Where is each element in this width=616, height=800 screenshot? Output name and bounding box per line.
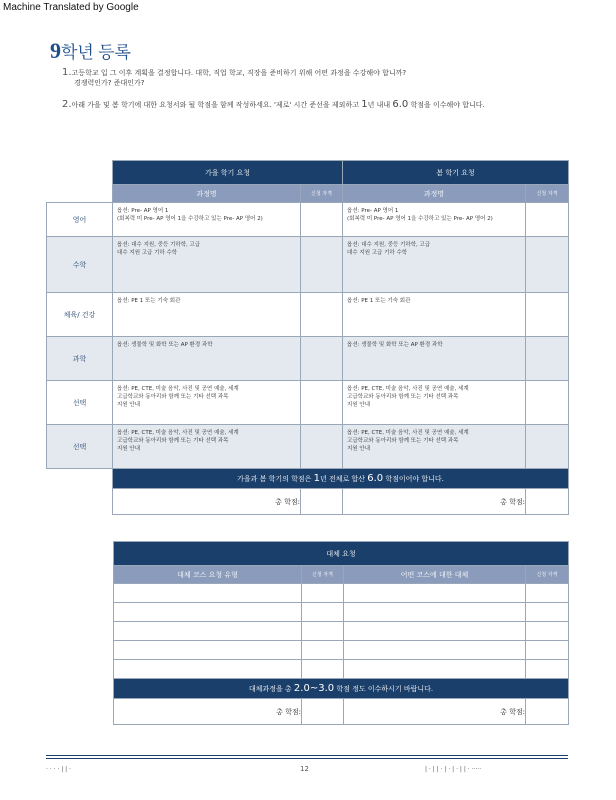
table-row [47,203,569,237]
fall-course-name-header: 과정명 [113,185,301,203]
option-line: 옵션: PE, CTE, 미술 음악, 사진 및 공연 예술, 세계 [347,430,469,436]
alternate-course-cell[interactable] [114,660,302,679]
required-credits: 6.0 [367,473,384,484]
fall-credit-cell[interactable] [301,237,343,293]
subject-label: 체육/ 건강 [47,293,113,337]
option-line: 옵션: 대수 지원, 중등 기하학, 고급 [347,242,431,248]
alternate-credits-note [114,679,569,699]
spring-credit-header: 신청 자격 [526,185,569,203]
alternate-course-cell[interactable] [114,603,302,622]
fall-course-cell[interactable] [113,237,301,293]
note-text: 년 전체로 합산 [319,475,368,483]
replaced-course-cell[interactable] [344,584,526,603]
fall-credit-cell[interactable] [301,203,343,237]
title-text: 학년 등록 [61,43,131,62]
replaced-credit-cell[interactable] [526,603,569,622]
alternate-credit-header: 신청 자격 [302,566,344,584]
fall-credit-cell[interactable] [301,293,343,337]
note-text: 학점이어야 합니다. [383,475,444,483]
spring-credit-cell[interactable] [526,237,569,293]
option-line: 지원 안내 [347,402,371,408]
alternate-credit-cell[interactable] [302,603,344,622]
total-credits-note [113,469,569,489]
spring-credit-cell[interactable] [526,381,569,425]
option-line: 지원 안내 [117,446,141,452]
replaced-course-cell[interactable] [344,660,526,679]
blank-corner [47,489,113,515]
page-number: 12 [300,765,309,773]
title-grade-number: 9 [50,38,61,63]
subject-label: 수학 [47,237,113,293]
page-title [50,38,131,64]
alternate-total-credits-label: 총 학점: [114,699,302,725]
fall-course-cell[interactable] [113,425,301,469]
table-row [47,293,569,337]
table-row [114,641,569,660]
table-row [114,584,569,603]
option-line: 고급학교와 동아리와 함께 또는 기타 선택 과목 [117,438,229,444]
replaced-total-credits-field[interactable] [526,699,569,725]
fall-credit-header: 신청 자격 [301,185,343,203]
spring-total-credits-label: 총 학점: [343,489,526,515]
footer-right-text: | · | | · | · | · | | · ····· [425,766,482,773]
alternate-course-cell[interactable] [114,622,302,641]
spring-course-cell[interactable] [343,237,526,293]
option-line: 지원 안내 [347,446,371,452]
fall-semester-header: 가을 학기 요청 [113,161,343,185]
spring-credit-cell[interactable] [526,293,569,337]
replaced-credit-cell[interactable] [526,622,569,641]
question-text: 고등학교 입 그 이후 계획을 결정합니다. 대학, 직업 학교, 직장을 준비하기 위해 어떤 과정을 수강해야 합니까? [71,69,407,77]
replaced-total-credits-label: 총 학점: [344,699,526,725]
alternate-credit-cell[interactable] [302,641,344,660]
spring-course-cell[interactable] [343,203,526,237]
replaced-credit-cell[interactable] [526,641,569,660]
option-line: 옵션: PE 1 또는 기숙 회관 [117,298,181,304]
option-line: 옵션: PE, CTE, 미술 음악, 사진 및 공연 예술, 세계 [117,386,239,392]
blank-corner [47,185,113,203]
spring-course-cell[interactable] [343,337,526,381]
alternate-total-credits-field[interactable] [302,699,344,725]
alternate-credit-cell[interactable] [302,660,344,679]
option-line: 옵션: PE 1 또는 기숙 회관 [347,298,411,304]
year-count: 1 [313,473,320,484]
replaced-course-cell[interactable] [344,603,526,622]
option-line: 옵션: PE, CTE, 미술 음악, 사진 및 공연 예술, 세계 [117,430,239,436]
replaced-course-cell[interactable] [344,622,526,641]
required-credits: 6.0 [392,99,409,110]
option-line: 고급학교와 동아리와 함께 또는 기타 선택 과목 [347,394,459,400]
option-line: 고급학교와 동아리와 함께 또는 기타 선택 과목 [347,438,459,444]
year-count: 1 [361,99,368,110]
blank-corner [47,161,113,185]
option-line: (회복력 미 Pre- AP 영어 1을 수강하고 있는 Pre- AP 영어 2) [117,216,263,222]
alternate-course-cell[interactable] [114,641,302,660]
fall-course-cell[interactable] [113,381,301,425]
question-text: 아래 가을 및 봄 학기에 대한 요청서와 될 학점을 함께 작성하세요. '제로' 시간 준선을 제외하고 [71,101,362,109]
option-line: 대수 지원 고급 기하 수학 [347,250,408,256]
question-2 [62,100,602,110]
fall-total-credits-field[interactable] [301,489,343,515]
note-text: 가을과 봄 학기의 학점은 [237,475,314,483]
replaced-credit-header: 신청 자격 [526,566,569,584]
spring-course-cell[interactable] [343,293,526,337]
question-1 [62,68,582,88]
footer-left-text: · · · · | | · [46,766,72,773]
table-row [114,603,569,622]
spring-credit-cell[interactable] [526,425,569,469]
footer-divider [46,755,568,756]
subject-label: 과학 [47,337,113,381]
machine-translation-banner: Machine Translated by Google [0,0,142,15]
fall-total-credits-label: 총 학점: [113,489,301,515]
note-text: 학점 정도 이수하시기 바랍니다. [334,685,434,693]
alternate-credit-cell[interactable] [302,584,344,603]
question-text: 학점을 이수해야 합니다. [408,101,485,109]
option-line: 옵션: 대수 지원, 중등 기하학, 고급 [117,242,201,248]
blank-corner [47,469,113,489]
fall-course-cell[interactable] [113,293,301,337]
subject-label: 선택 [47,381,113,425]
fall-course-cell[interactable] [113,203,301,237]
question-text-continued: 경쟁력인가? 준대인가? [74,79,145,87]
alternate-credit-cell[interactable] [302,622,344,641]
spring-course-name-header: 과정명 [343,185,526,203]
fall-course-cell[interactable] [113,337,301,381]
table-row [114,660,569,679]
option-line: 옵션: PE, CTE, 미술 음악, 사진 및 공연 예술, 세계 [347,386,469,392]
replaced-course-header: 어떤 코스에 대한 대체 [344,566,526,584]
table-row [47,381,569,425]
question-number: 1. [62,67,72,78]
spring-semester-header: 봄 학기 요청 [343,161,569,185]
alternate-credit-range: 2.0~3.0 [293,683,335,694]
option-line: 고급학교와 동아리와 함께 또는 기타 선택 과목 [117,394,229,400]
fall-credit-cell[interactable] [301,381,343,425]
question-text: 년 내내 [367,101,393,109]
table-row [47,337,569,381]
spring-credit-cell[interactable] [526,337,569,381]
subject-label: 선택 [47,425,113,469]
replaced-credit-cell[interactable] [526,584,569,603]
alternate-request-header: 대체 요청 [114,542,569,566]
fall-credit-cell[interactable] [301,337,343,381]
alternate-request-table [113,541,569,725]
fall-credit-cell[interactable] [301,425,343,469]
option-line: (회복력 미 Pre- AP 영어 1을 수강하고 있는 Pre- AP 영어 2) [347,216,493,222]
footer-divider [46,758,568,759]
question-number: 2. [62,99,72,110]
table-row [47,425,569,469]
alternate-course-cell[interactable] [114,584,302,603]
course-request-table [46,160,569,515]
table-row [114,622,569,641]
option-line: 옵션: Pre- AP 영어 1 [117,208,169,214]
spring-credit-cell[interactable] [526,203,569,237]
option-line: 옵션: 생물학 및 화학 또는 AP 환경 과학 [347,342,443,348]
option-line: 옵션: 생물학 및 화학 또는 AP 환경 과학 [117,342,213,348]
spring-total-credits-field[interactable] [526,489,569,515]
note-text: 대체과정을 총 [248,685,294,693]
table-row [47,237,569,293]
replaced-credit-cell[interactable] [526,660,569,679]
spring-course-cell[interactable] [343,381,526,425]
alternate-course-type-header: 대체 코스 요청 유형 [114,566,302,584]
option-line: 옵션: Pre- AP 영어 1 [347,208,399,214]
replaced-course-cell[interactable] [344,641,526,660]
subject-label: 영어 [47,203,113,237]
option-line: 대수 지원 고급 기하 수학 [117,250,178,256]
spring-course-cell[interactable] [343,425,526,469]
option-line: 지원 안내 [117,402,141,408]
